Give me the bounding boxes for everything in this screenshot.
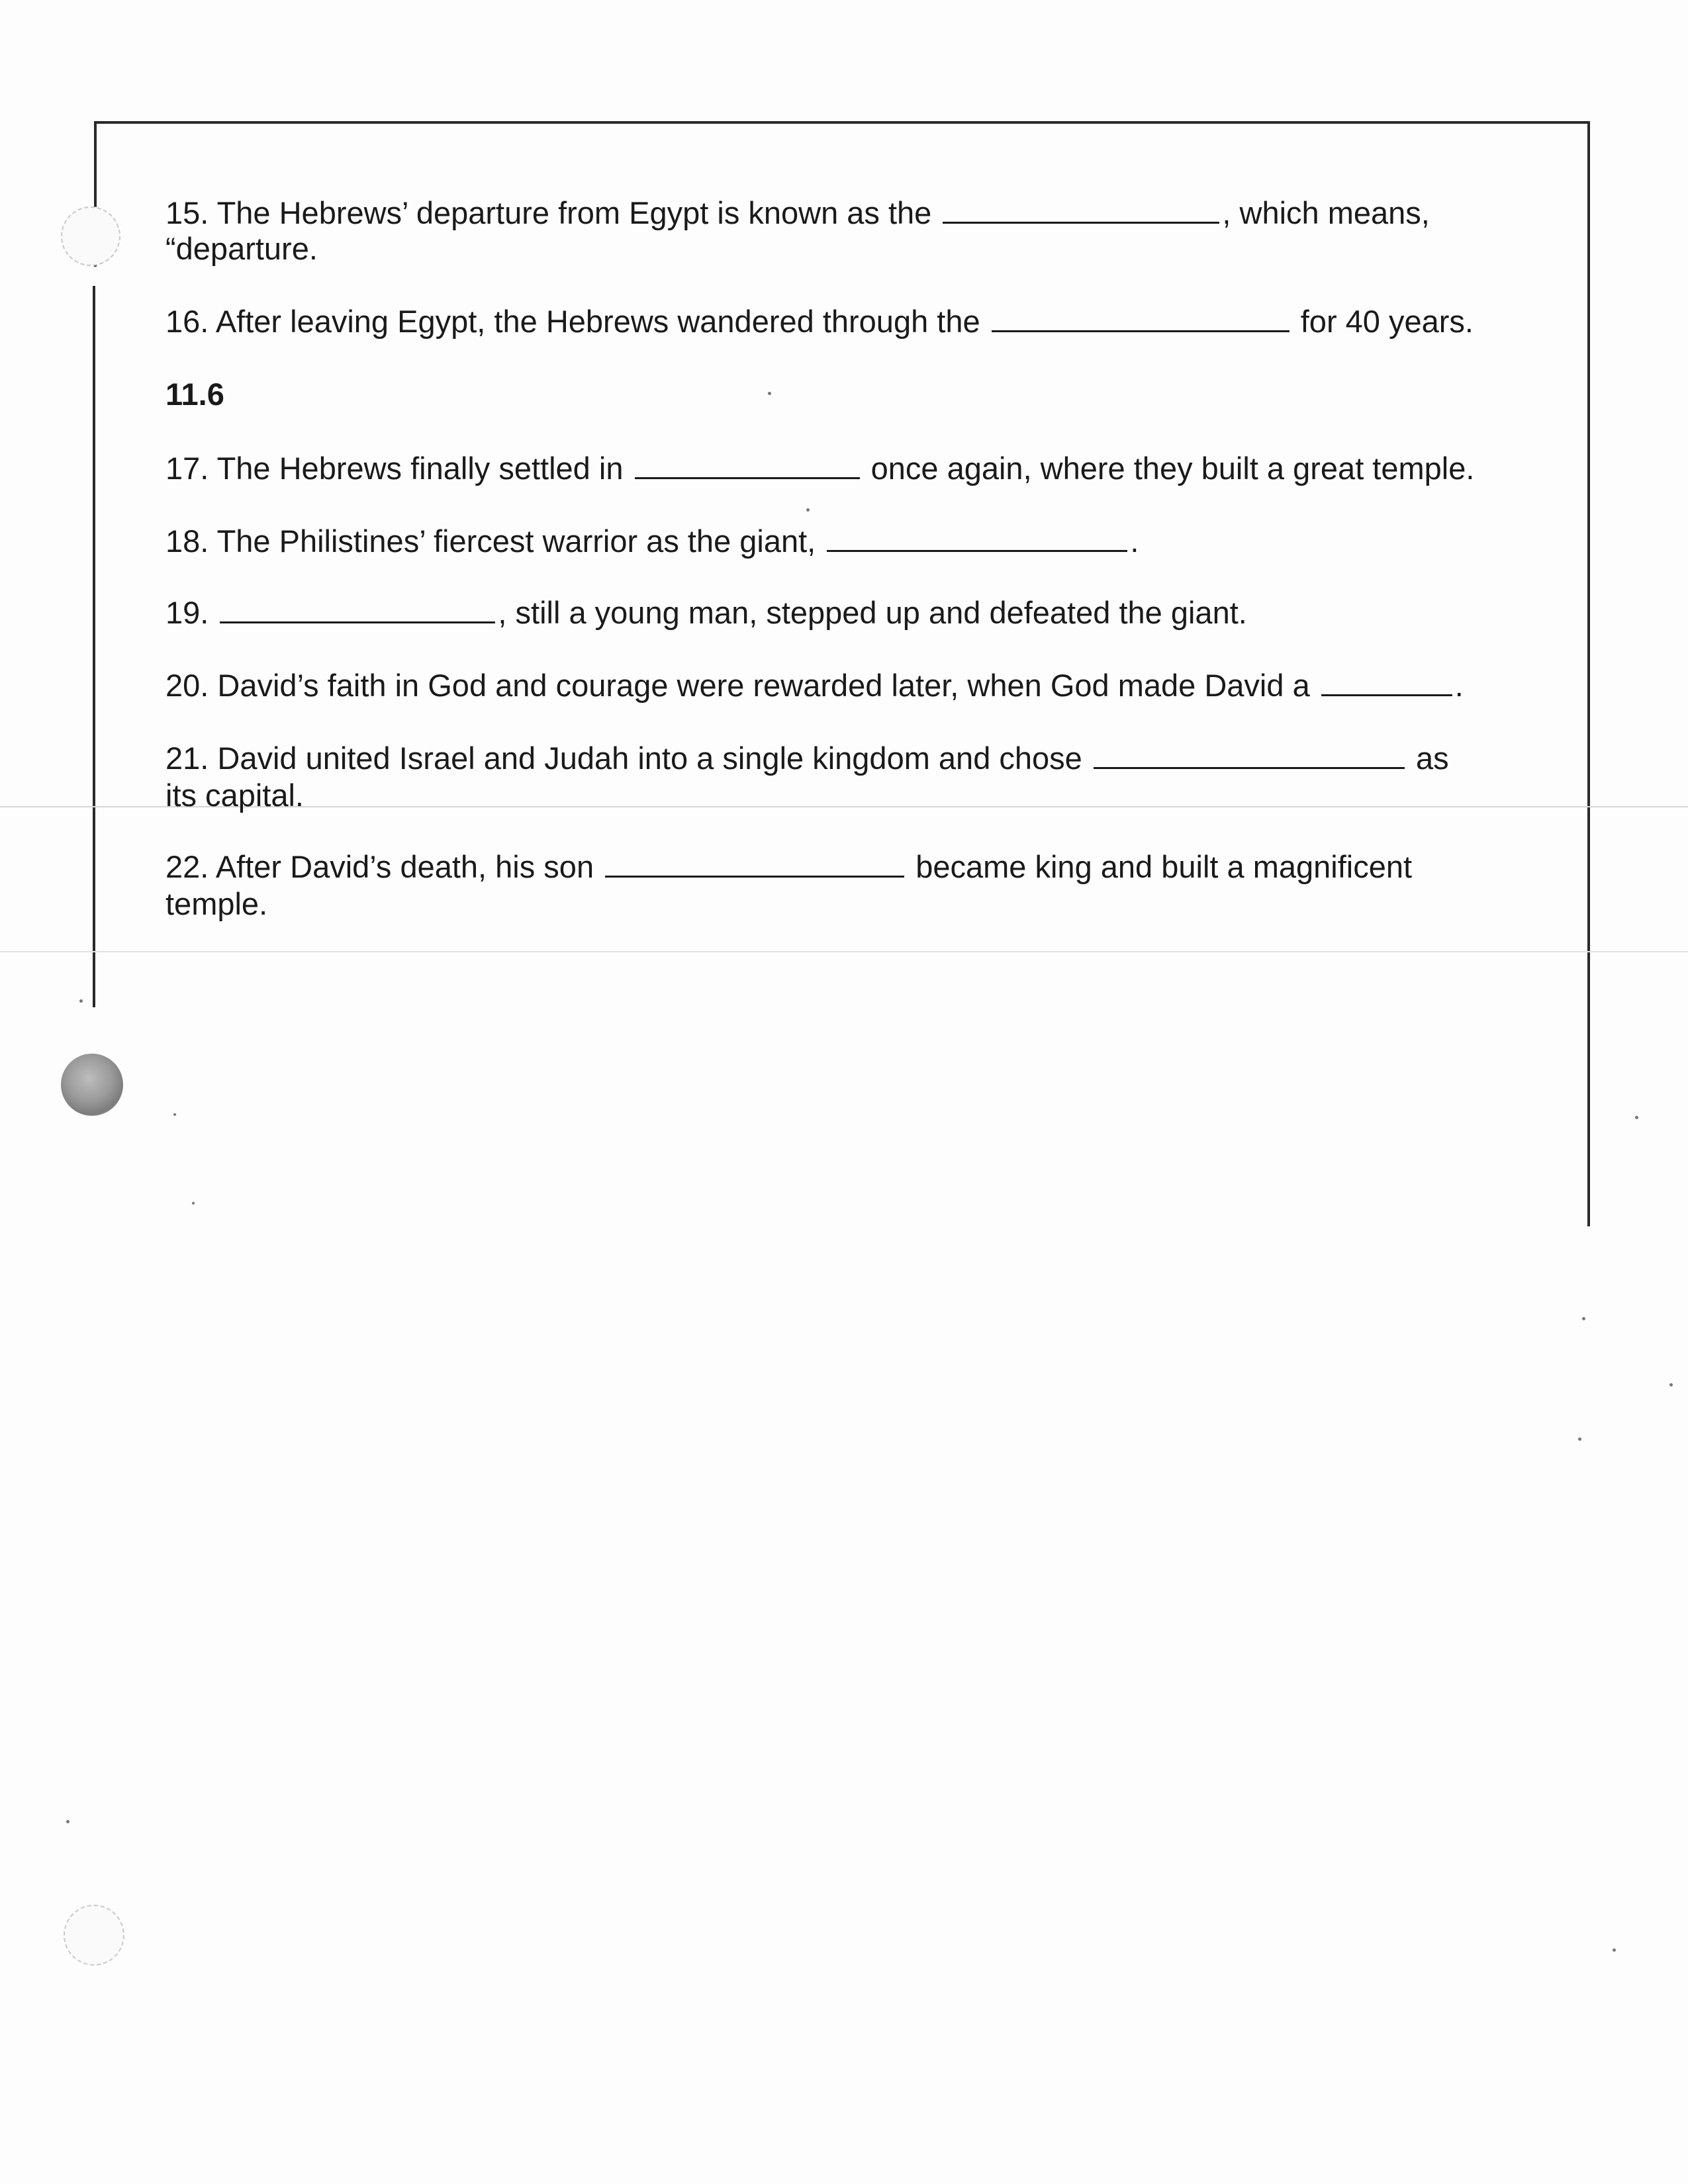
speck [1578, 1437, 1581, 1441]
speck [1669, 1383, 1673, 1387]
question-20 [165, 666, 1582, 705]
speck [1582, 1317, 1585, 1320]
question-number: 15. [165, 195, 209, 230]
frame-top-border [94, 121, 1590, 124]
answer-blank[interactable] [635, 451, 860, 479]
speck [1613, 1948, 1616, 1952]
question-21 [165, 739, 1582, 778]
question-text: for 40 years. [1300, 304, 1474, 339]
question-text: once again, where they built a great temple. [870, 451, 1475, 486]
speck [768, 392, 771, 395]
speck [1635, 1116, 1638, 1119]
question-text: its capital. [165, 778, 304, 813]
section-heading: 11.6 [165, 377, 224, 412]
answer-blank[interactable] [992, 304, 1289, 332]
question-number: 16. [165, 304, 209, 339]
question-15-continued [165, 229, 1582, 269]
answer-blank[interactable] [1321, 668, 1452, 696]
answer-blank[interactable] [220, 595, 495, 623]
question-number: 18. [165, 523, 209, 559]
question-19 [165, 593, 1582, 633]
question-number: 22. [165, 849, 209, 884]
question-text: . [1130, 523, 1139, 559]
question-text: After leaving Egypt, the Hebrews wandered through the [215, 304, 980, 339]
speck [192, 1202, 195, 1205]
question-text: , which means, [1222, 195, 1430, 230]
question-text: became king and built a magnificent [915, 849, 1413, 884]
question-22 [165, 847, 1582, 887]
question-18 [165, 522, 1582, 561]
scan-line [0, 951, 1688, 952]
answer-blank[interactable] [1094, 741, 1405, 769]
answer-blank[interactable] [827, 523, 1127, 552]
question-16 [165, 302, 1582, 341]
question-number: 20. [165, 668, 209, 703]
speck [66, 1820, 70, 1823]
question-17 [165, 449, 1582, 488]
question-21-continued [165, 776, 1582, 815]
question-text: “departure. [165, 231, 318, 266]
speck [806, 508, 810, 512]
frame-right-border [1587, 121, 1590, 1226]
question-text: The Hebrews’ departure from Egypt is known as the [216, 195, 932, 230]
answer-blank[interactable] [605, 849, 904, 878]
binder-hole [61, 206, 120, 266]
question-15 [165, 193, 1582, 233]
question-text: David united Israel and Judah into a single kingdom and chose [217, 741, 1082, 776]
question-text: The Hebrews finally settled in [216, 451, 624, 486]
question-number: 21. [165, 741, 209, 776]
question-number: 19. [165, 595, 209, 630]
question-text: , still a young man, stepped up and defeated the giant. [498, 595, 1247, 630]
question-text: . [1454, 668, 1464, 703]
speck [173, 1113, 176, 1116]
question-text: as [1415, 741, 1449, 776]
question-text: temple. [165, 886, 268, 921]
question-text: The Philistines’ fiercest warrior as the giant, [216, 523, 816, 559]
question-text: After David’s death, his son [215, 849, 594, 884]
speck [79, 999, 83, 1003]
answer-blank[interactable] [943, 195, 1219, 224]
question-22-continued [165, 884, 1582, 924]
frame-left-border [93, 286, 95, 1007]
binder-hole [61, 1054, 123, 1116]
question-number: 17. [165, 451, 209, 486]
binder-hole [64, 1905, 124, 1966]
question-text: David’s faith in God and courage were rewarded later, when God made David a [217, 668, 1310, 703]
